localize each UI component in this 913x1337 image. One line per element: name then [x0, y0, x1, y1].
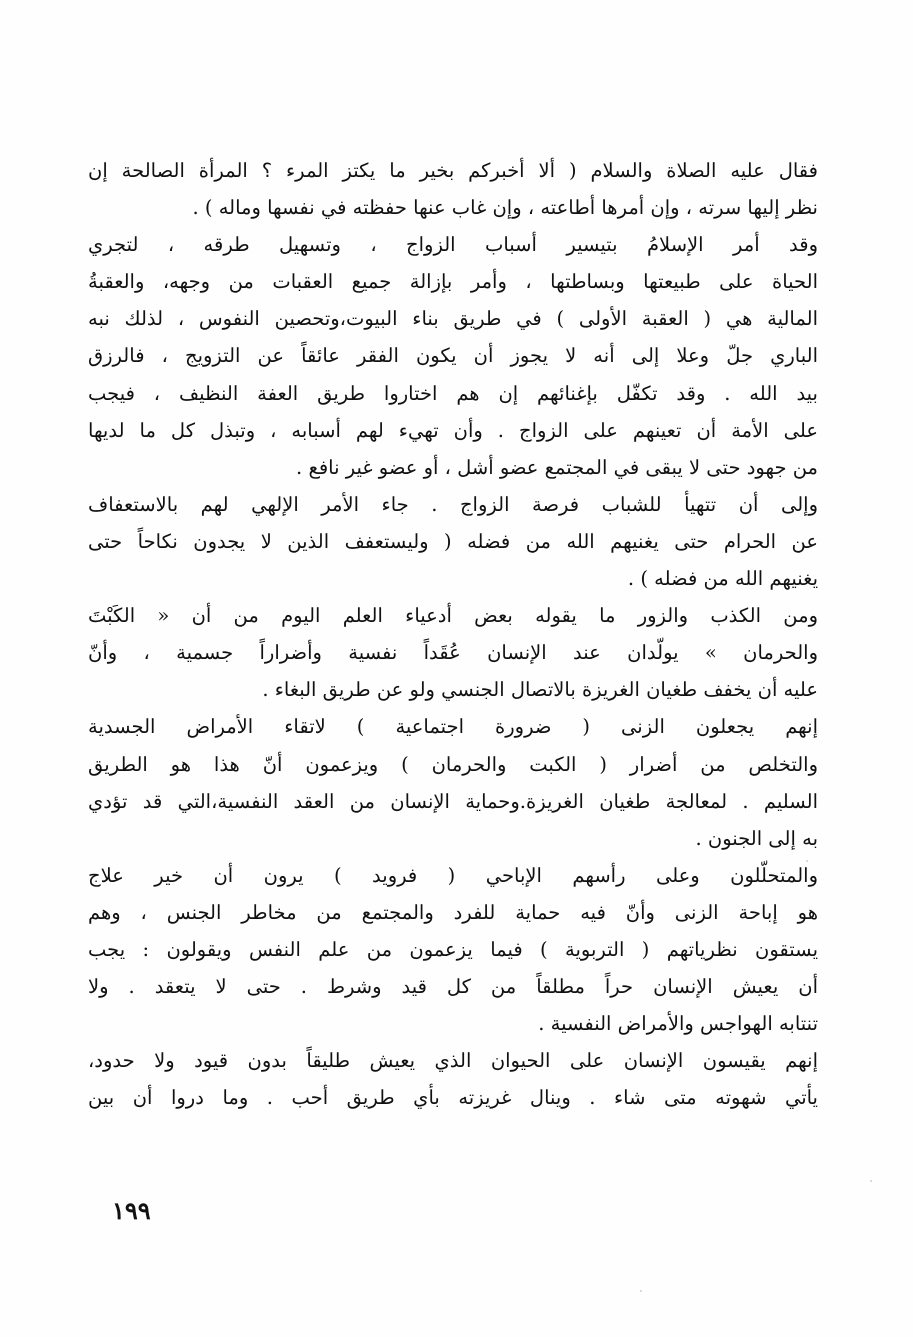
text-line: عن الحرام حتى يغنيهم الله من فضله ( وليستعفف الذين لا يجدون نكاحاً حتى: [88, 529, 818, 553]
text-line: ومن الكذب والزور ما يقوله بعض أدعياء العلم اليوم من أن « الكَبْتَ: [88, 604, 818, 628]
text-line: والمتحلّلون وعلى رأسهم الإباحي ( فرويد ) يرون أن خير علاج: [88, 863, 818, 887]
scan-speck: [870, 1180, 872, 1182]
text-line: المالية هي ( العقبة الأولى ) في طريق بناء البيوت،وتحصين النفوس ، لذلك نبه: [88, 307, 818, 331]
text-line: فقال عليه الصلاة والسلام ( ألا أخبركم بخير ما يكتز المرء ؟ المرأة الصالحة إن: [88, 159, 818, 182]
text-line: يغنيهم الله من فضله ) .: [627, 567, 818, 591]
text-line: من جهود حتى لا يبقى في المجتمع عضو أشل ، أو عضو غير نافع .: [296, 455, 818, 479]
text-line: نظر إليها سرته ، وإن أمرها أطاعته ، وإن غاب عنها حفظته في نفسها وماله ) .: [192, 196, 818, 220]
text-line: هو إباحة الزنى وأنّ فيه حماية للفرد والمجتمع من مخاطر الجنس ، وهم: [88, 900, 818, 924]
text-line: إنهم يجعلون الزنى ( ضرورة اجتماعية ) لاتقاء الأمراض الجسدية: [88, 715, 818, 739]
text-line: على الأمة أن تعينهم على الزواج . وأن تهيء لهم أسبابه ، وتبذل كل ما لديها: [88, 418, 818, 442]
page-number: ١٩٩: [112, 1196, 151, 1225]
text-line: وإلى أن تتهيأ للشباب فرصة الزواج . جاء الأمر الإلهي لهم بالاستعفاف: [88, 492, 818, 516]
scan-speck: [640, 1290, 642, 1292]
text-line: السليم . لمعالجة طغيان الغريزة.وحماية الإنسان من العقد النفسية،التي قد تؤدي: [88, 789, 818, 813]
text-line: الحياة على طبيعتها وبساطتها ، وأمر بإزالة جميع العقبات من وجهه، والعقبةُ: [88, 270, 818, 294]
text-line: عليه أن يخفف طغيان الغريزة بالاتصال الجنسي ولو عن طريق البغاء .: [262, 678, 818, 702]
text-line: والحرمان » يولّدان عند الإنسان عُقَداً نفسية وأضراراً جسمية ، وأنّ: [88, 641, 818, 665]
text-line: الباري جلّ وعلا إلى أنه لا يجوز أن يكون الفقر عائقاً عن التزويج ، فالرزق: [88, 344, 818, 368]
text-line: بيد الله . وقد تكفّل بإغنائهم إن هم اختاروا طريق العفة النظيف ، فيجب: [88, 381, 818, 405]
body-text: [88, 152, 818, 1116]
text-line: وقد أمر الإسلامُ بتيسير أسباب الزواج ، وتسهيل طرقه ، لتجري: [88, 233, 818, 257]
text-line: والتخلص من أضرار ( الكبت والحرمان ) ويزعمون أنّ هذا هو الطريق: [88, 752, 818, 776]
text-line: يستقون نظرياتهم ( التربوية ) فيما يزعمون من علم النفس ويقولون : يجب: [88, 937, 818, 961]
text-line: إنهم يقيسون الإنسان على الحيوان الذي يعيش طليقاً بدون قيود ولا حدود،: [88, 1049, 818, 1073]
text-line: به إلى الجنون .: [695, 826, 818, 850]
scan-speck: [806, 860, 808, 862]
text-line: تنتابه الهواجس والأمراض النفسية .: [538, 1012, 818, 1036]
text-line: أن يعيش الإنسان حراً مطلقاً من كل قيد وشرط . حتى لا يتعقد . ولا: [88, 975, 818, 999]
text-line: يأتي شهوته متى شاء . وينال غريزته بأي طريق أحب . وما دروا أن بين: [88, 1086, 818, 1110]
